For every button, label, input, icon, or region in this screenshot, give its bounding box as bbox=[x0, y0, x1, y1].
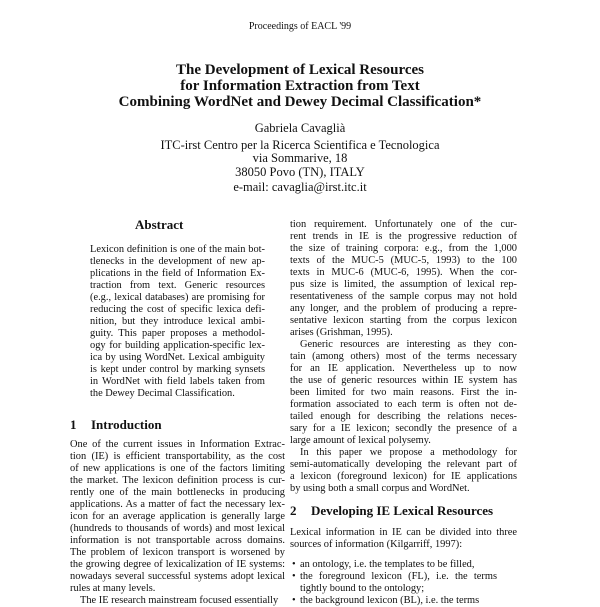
text-line: in WordNet with field labels taken from bbox=[90, 376, 265, 387]
text-line: One of the current issues in Information Extrac- bbox=[70, 439, 285, 450]
text-line: texts of the MUC-5 (MUC-5, 1993) to the 100 bbox=[290, 255, 517, 266]
text-line: The problem of lexicon transport is worsened by bbox=[70, 547, 285, 558]
bullet-item: • the foreground lexicon (FL), i.e. the terms bbox=[290, 571, 497, 583]
introduction-body bbox=[70, 439, 285, 607]
paper-title-line-2: for Information Extraction from Text bbox=[180, 78, 420, 94]
text-line: Lexicon definition is one of the main bot- bbox=[90, 244, 265, 255]
author-name: Gabriela Cavaglià bbox=[254, 121, 346, 135]
text-line: The IE research mainstream focused essentially bbox=[80, 595, 279, 606]
text-line: the Dewey Decimal Classification. bbox=[90, 388, 235, 399]
section-2-heading bbox=[290, 503, 493, 519]
text-line: pus size is limited, the assumption of lexical rep- bbox=[290, 279, 517, 290]
text-line: Lexical information in IE can be divided into three bbox=[290, 527, 517, 538]
text-line: icon for an average application is generally large bbox=[70, 511, 285, 522]
text-line: formation associated to each term is often not de- bbox=[290, 399, 517, 410]
text-line: rules at many levels. bbox=[70, 583, 156, 594]
text-line: tlenecks in the development of new ap- bbox=[90, 256, 265, 267]
text-line: texts in MUC-6 (MUC-6, 1995). When the cor- bbox=[290, 267, 517, 278]
text-line: tain (among others) most of the terms necessary bbox=[290, 351, 517, 362]
paper-title-line-1: The Development of Lexical Resources bbox=[175, 62, 424, 78]
text-line: a lexicon (foreground lexicon) for IE applications bbox=[290, 471, 517, 482]
text-line: information is not transportable across domains. bbox=[70, 535, 285, 546]
section-number: 2 bbox=[290, 503, 297, 518]
text-line: In this paper we propose a methodology for bbox=[300, 447, 517, 458]
text-line: for an IE application. Nevertheless up to now bbox=[290, 363, 517, 374]
text-line: tailed enough for describing the relations neces- bbox=[290, 411, 517, 422]
author-city: 38050 Povo (TN), ITALY bbox=[235, 165, 365, 179]
right-column-body bbox=[290, 219, 517, 495]
text-line: is kept under control by marking synsets bbox=[90, 364, 265, 375]
text-line: large amount of lexical polysemy. bbox=[290, 435, 431, 446]
abstract-heading: Abstract bbox=[135, 217, 184, 232]
text-line: tion (IE) is efficient transportability, as the cost bbox=[70, 451, 285, 462]
text-line: any longer, and the problem of producing a repre- bbox=[290, 303, 517, 314]
text-line: plications in the field of Information Ex- bbox=[90, 268, 265, 279]
text-line: the growing degree of lexicalization of IE systems: bbox=[70, 559, 285, 570]
text-line: the size of training corpora: e.g., from the 1,000 bbox=[290, 243, 517, 254]
section-number: 1 bbox=[70, 417, 77, 432]
text-line: tightly bound to the ontology; bbox=[300, 583, 425, 594]
text-line: rently one of the main bottlenecks in producing bbox=[70, 487, 285, 498]
text-line: reducing the cost of specific lexica defi- bbox=[90, 304, 265, 315]
section-1-heading bbox=[70, 417, 162, 433]
text-line: nition, but they introduce lexical ambi- bbox=[90, 316, 265, 327]
section-title: Introduction bbox=[91, 417, 162, 432]
author-affiliation: ITC-irst Centro per la Ricerca Scientifica e Tecnologica bbox=[160, 138, 440, 152]
text-line: resentativeness of the sample corpus may not hold bbox=[290, 291, 517, 302]
text-line: sentative lexicon starting from the corpus lexicon bbox=[290, 315, 517, 326]
text-line: sary for a IE lexicon; secondly the presence of a bbox=[290, 423, 517, 434]
author-street: via Sommarive, 18 bbox=[252, 151, 348, 165]
abstract-body bbox=[90, 244, 265, 400]
section-title: Developing IE Lexical Resources bbox=[311, 503, 494, 518]
text-line: of new applications is one of the factors limiting bbox=[70, 463, 285, 474]
section-2-body bbox=[290, 527, 517, 551]
text-line: rent trends in IE is the progressive reduction of bbox=[290, 231, 517, 242]
running-header: Proceedings of EACL '99 bbox=[248, 21, 352, 32]
text-line: been limited for two main reasons. First the in- bbox=[290, 387, 517, 398]
text-line: tion requirement. Unfortunately one of the cur- bbox=[290, 219, 517, 230]
text-line: arises (Grishman, 1995). bbox=[290, 327, 393, 338]
text-line: traction from text. Generic resources bbox=[90, 280, 265, 291]
text-line: nowadays several successful systems adopt lexical bbox=[70, 571, 285, 582]
text-line: the market. The lexicon definition process is cur- bbox=[70, 475, 285, 486]
text-line: (e.g., lexical databases) are promising for bbox=[90, 292, 265, 303]
text-line: ica by using WordNet. Lexical ambiguity bbox=[90, 352, 265, 363]
text-line: Generic resources are interesting as they con- bbox=[300, 339, 517, 350]
bullet-item: • the background lexicon (BL), i.e. the terms bbox=[290, 595, 497, 607]
text-line: the use of generic resources within IE system has bbox=[290, 375, 517, 386]
paper-title-line-3: Combining WordNet and Dewey Decimal Classification* bbox=[118, 94, 482, 110]
text-line: semi-automatically developing the relevant part of bbox=[290, 459, 517, 470]
text-line: applications. As a matter of fact the necessary lex- bbox=[70, 499, 285, 510]
author-email: e-mail: cavaglia@irst.itc.it bbox=[233, 180, 367, 194]
text-line: sources of information (Kilgarriff, 1997): bbox=[290, 539, 463, 550]
text-line: by using both a small corpus and WordNet. bbox=[290, 483, 470, 494]
bullet-item: • an ontology, i.e. the templates to be filled, bbox=[290, 559, 497, 571]
text-line: guity. This paper proposes a methodol- bbox=[90, 328, 265, 339]
text-line: ogy for building application-specific lex- bbox=[90, 340, 265, 351]
text-line: (hundreds to thousands of words) and most lexical bbox=[70, 523, 285, 534]
